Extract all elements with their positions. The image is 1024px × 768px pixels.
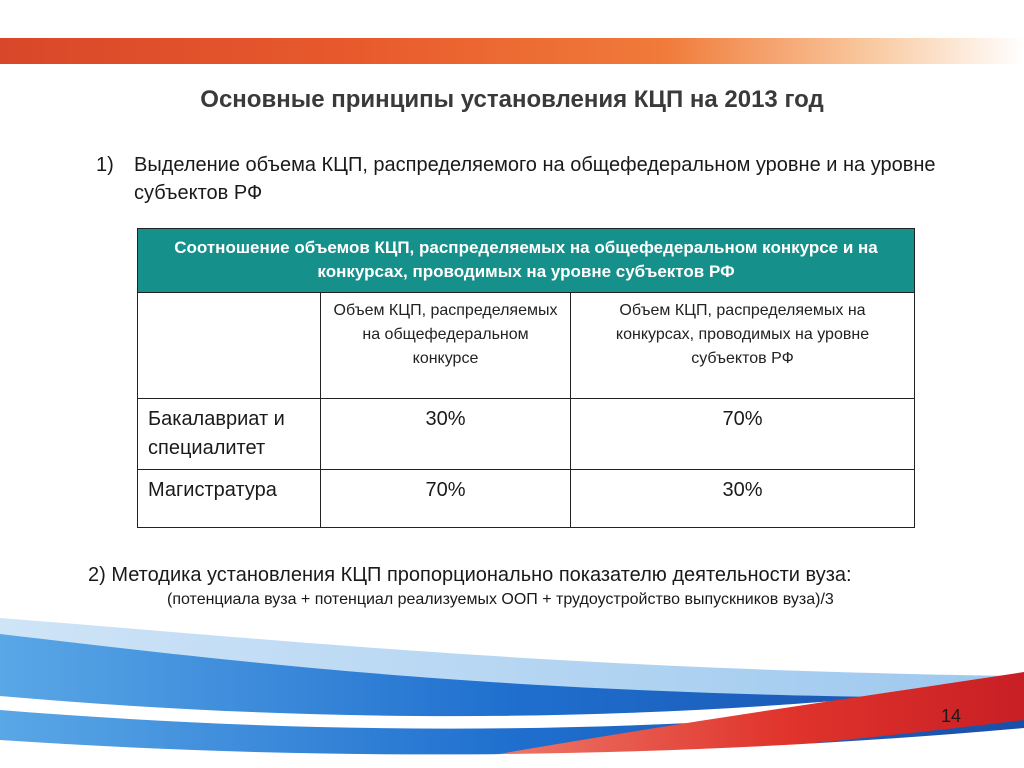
cell-bachelor-federal: 30%: [321, 399, 571, 470]
table-row: [138, 470, 915, 528]
top-decor-bar: [0, 38, 1024, 64]
principle-1-text: Выделение объема КЦП, распределяемого на общефедеральном уровне и на уровне субъектов РФ: [134, 154, 936, 204]
page-number: 14: [941, 706, 962, 726]
principle-1-number: 1): [96, 154, 114, 176]
table-header: Соотношение объемов КЦП, распределяемых на общефедеральном конкурсе и на конкурсах, проводимых на уровне субъектов РФ: [138, 229, 915, 293]
column-header-empty: [138, 293, 321, 399]
row-label-master: Магистратура: [138, 470, 321, 528]
principle-2-formula: (потенциала вуза + потенциал реализуемых ООП + трудоустройство выпускников вуза)/3: [167, 591, 834, 608]
table-row: [138, 399, 915, 470]
slide-title: Основные принципы установления КЦП на 2013 год: [200, 86, 824, 113]
cell-master-federal: 70%: [321, 470, 571, 528]
kcp-ratio-table: [137, 228, 915, 528]
bottom-wave-decor: [0, 600, 1024, 768]
row-label-bachelor: Бакалавриат и специалитет: [138, 399, 321, 470]
cell-bachelor-regional: 70%: [571, 399, 915, 470]
principle-1: [96, 151, 986, 207]
principle-2-text: 2) Методика установления КЦП пропорционально показателю деятельности вуза:: [88, 564, 852, 586]
cell-master-regional: 30%: [571, 470, 915, 528]
column-header-federal: Объем КЦП, распределяемых на общефедеральном конкурсе: [321, 293, 571, 399]
column-header-regional: Объем КЦП, распределяемых на конкурсах, проводимых на уровне субъектов РФ: [571, 293, 915, 399]
